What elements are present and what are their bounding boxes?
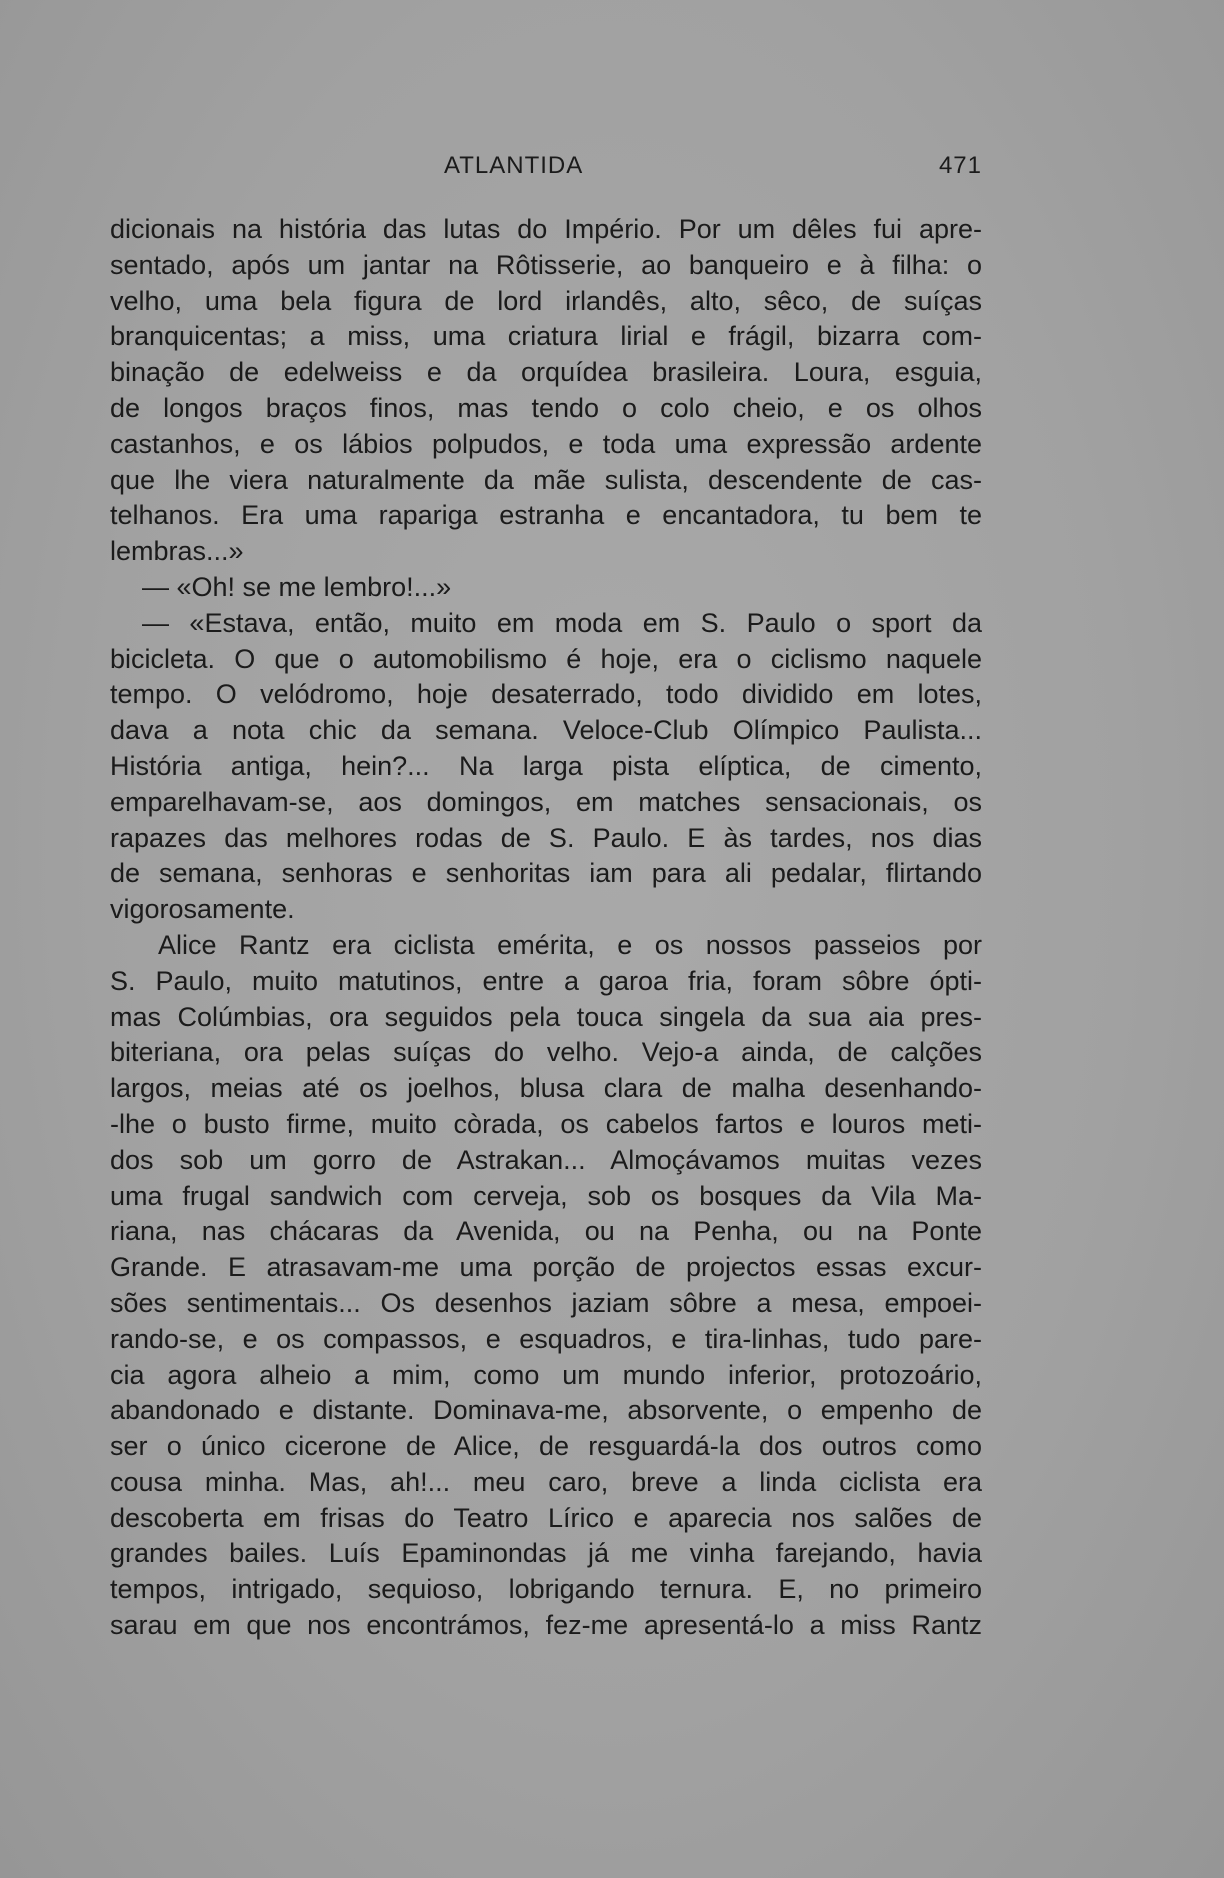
text-line: sarau em que nos encontrámos, fez-me apresentá-lo a miss Rantz (110, 1610, 982, 1641)
text-line: telhanos. Era uma rapariga estranha e encantadora, tu bem te (110, 500, 982, 531)
text-line: sentado, após um jantar na Rôtisserie, ao banqueiro e à filha: o (110, 249, 982, 280)
running-head (110, 152, 982, 188)
text-line: que lhe viera naturalmente da mãe sulista, descendente de cas- (110, 464, 982, 495)
text-line: grandes bailes. Luís Epaminondas já me vinha farejando, havia (110, 1538, 982, 1569)
text-line: tempos, intrigado, sequioso, lobrigando ternura. E, no primeiro (110, 1574, 982, 1605)
text-line: sões sentimentais... Os desenhos jaziam sôbre a mesa, empoei- (110, 1287, 982, 1318)
text-line: rapazes das melhores rodas de S. Paulo. E às tardes, nos dias (110, 822, 982, 853)
text-line: ser o único cicerone de Alice, de resguardá-la dos outros como (110, 1431, 982, 1462)
text-line: emparelhavam-se, aos domingos, em matches sensacionais, os (110, 786, 982, 817)
text-line: largos, meias até os joelhos, blusa clara de malha desenhando- (110, 1073, 982, 1104)
text-line: lembras...» (110, 536, 244, 567)
text-line: História antiga, hein?... Na larga pista elíptica, de cimento, (110, 750, 982, 781)
text-line: S. Paulo, muito matutinos, entre a garoa fria, foram sôbre ópti- (110, 965, 982, 996)
page-number: 471 (938, 152, 982, 179)
text-line: cia agora alheio a mim, como um mundo inferior, protozoário, (110, 1359, 982, 1390)
text-line: mas Colúmbias, ora seguidos pela touca singela da sua aia pres- (110, 1001, 982, 1032)
text-line: cousa minha. Mas, ah!... meu caro, breve a linda ciclista era (110, 1466, 982, 1497)
text-line: uma frugal sandwich com cerveja, sob os bosques da Vila Ma- (110, 1180, 982, 1211)
text-line: descoberta em frisas do Teatro Lírico e aparecia nos salões de (110, 1502, 982, 1533)
text-line: — «Estava, então, muito em moda em S. Paulo o sport da (142, 607, 982, 638)
text-line: Grande. E atrasavam-me uma porção de projectos essas excur- (110, 1252, 982, 1283)
text-line: rando-se, e os compassos, e esquadros, e tira-linhas, tudo pare- (110, 1323, 982, 1354)
text-line: tempo. O velódromo, hoje desaterrado, todo dividido em lotes, (110, 679, 982, 710)
text-line: velho, uma bela figura de lord irlandês, alto, sêco, de suíças (110, 285, 982, 316)
text-line: bicicleta. O que o automobilismo é hoje, era o ciclismo naquele (110, 643, 982, 674)
text-line: abandonado e distante. Dominava-me, absorvente, o empenho de (110, 1395, 982, 1426)
text-line: riana, nas chácaras da Avenida, ou na Penha, ou na Ponte (110, 1216, 982, 1247)
text-line: de semana, senhoras e senhoritas iam para ali pedalar, flirtando (110, 858, 982, 889)
text-line: -lhe o busto firme, muito còrada, os cabelos fartos e louros meti- (110, 1108, 982, 1139)
text-line: castanhos, e os lábios polpudos, e toda uma expressão ardente (110, 428, 982, 459)
body-text (110, 212, 982, 1644)
text-line: branquicentas; a miss, uma criatura lirial e frágil, bizarra com- (110, 321, 982, 352)
text-line: biteriana, ora pelas suíças do velho. Vejo-a ainda, de calções (110, 1037, 982, 1068)
text-line: dos sob um gorro de Astrakan... Almoçávamos muitas vezes (110, 1144, 982, 1175)
text-line: — «Oh! se me lembro!...» (142, 571, 452, 602)
text-line: vigorosamente. (110, 894, 295, 925)
running-title: ATLANTIDA (444, 152, 584, 179)
text-line: de longos braços finos, mas tendo o colo cheio, e os olhos (110, 392, 982, 423)
text-line: Alice Rantz era ciclista emérita, e os nossos passeios por (158, 929, 982, 960)
text-line: dicionais na história das lutas do Império. Por um dêles fui apre- (110, 214, 982, 244)
text-line: dava a nota chic da semana. Veloce-Club Olímpico Paulista... (110, 715, 982, 746)
text-line: binação de edelweiss e da orquídea brasileira. Loura, esguia, (110, 357, 982, 388)
